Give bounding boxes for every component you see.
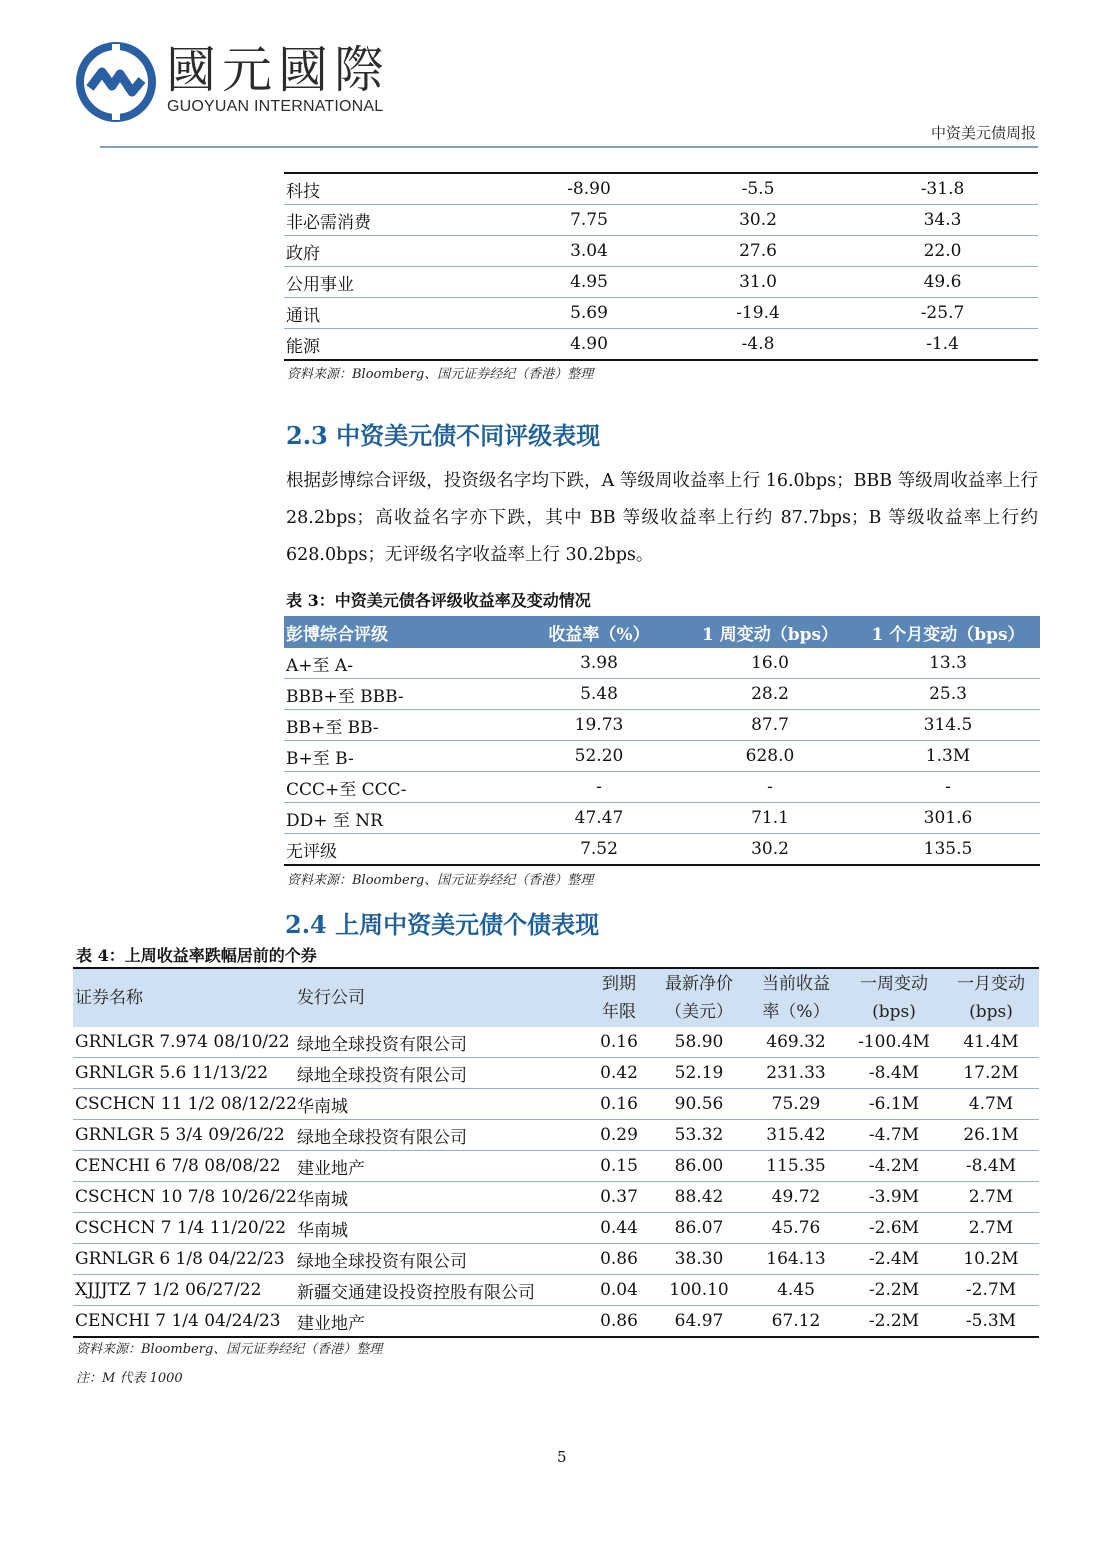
table-cell: 28.2 [684,679,856,710]
table-cell: -4.7M [845,1120,943,1151]
table-cell: 4.7M [943,1089,1039,1120]
table-row [73,1213,1039,1244]
table-row [73,1151,1039,1182]
table-cell: -2.2M [845,1275,943,1306]
table-cell: 新疆交通建设投资控股有限公司 [295,1275,587,1306]
table-cell: 27.6 [669,236,847,267]
table-cell: 25.3 [856,679,1040,710]
table-cell: 3.04 [509,236,669,267]
table-cell: -1.4 [926,334,959,354]
table-cell: 469.32 [747,1027,845,1058]
table-cell: -5.3M [965,1311,1017,1331]
table-cell: 1.3M [856,741,1040,772]
rating-yield-table [284,616,1040,866]
table-cell: 华南城 [295,1182,587,1213]
table-row [73,1275,1039,1306]
table-cell: -8.90 [509,173,669,205]
table-header-cell [295,968,587,1027]
table-cell: 政府 [284,236,509,267]
header-line-2: 年限 [602,1002,636,1022]
table-cell: 建业地产 [295,1151,587,1182]
table-cell: 4.45 [747,1275,845,1306]
header-line-2: (bps) [872,1002,916,1022]
brand-name-english: GUOYUAN INTERNATIONAL [167,98,384,115]
page-number: 5 [557,1448,567,1466]
table-cell: 135.5 [923,839,973,859]
section-heading-2-4: 2.4 上周中资美元债个债表现 [285,910,600,939]
table-cell: GRNLGR 5.6 11/13/22 [73,1058,295,1089]
table-cell: -6.1M [845,1089,943,1120]
table-cell: -2.6M [845,1213,943,1244]
table-cell: 7.52 [580,839,618,859]
table-header-cell: 1 周变动（bps） [684,616,856,648]
table-cell: 115.35 [747,1151,845,1182]
table-cell: 华南城 [295,1213,587,1244]
table-cell: 53.32 [651,1120,747,1151]
table-cell: -8.4M [943,1151,1039,1182]
table-cell: - [684,772,856,803]
table-cell: 301.6 [856,803,1040,834]
table4-note: 注：M 代表 1000 [76,1371,183,1386]
table-row [284,803,1040,834]
table-cell: 47.47 [514,803,684,834]
report-title: 中资美元债周报 [930,124,1036,142]
table-cell: 16.0 [684,648,856,679]
table-cell: 88.42 [651,1182,747,1213]
table-cell: 52.20 [514,741,684,772]
table-cell: 41.4M [943,1027,1039,1058]
table-cell: 628.0 [684,741,856,772]
table-cell: XJJJTZ 7 1/2 06/27/22 [73,1275,295,1306]
table-header-cell [651,968,747,1027]
rating-paragraph: 根据彭博综合评级，投资级名字均下跌，A 等级周收益率上行 16.0bps；BBB 等级周收益率上行 28.2bps；高收益名字亦下跌，其中 BB 等级收益率上行约 87.7bps；B 等级收益率上行约 628.0bps；无评级名字收益率上行 30.2bps。 [286,471,1038,565]
header-line-2: （美元） [665,1002,733,1022]
header-line-1: 最新净价 [665,974,733,994]
table-cell: 13.3 [856,648,1040,679]
table-cell: 5.48 [514,679,684,710]
table-cell: 30.2 [669,205,847,236]
table-row [73,1120,1039,1151]
table-cell: 华南城 [295,1089,587,1120]
guoyuan-logo-icon [76,42,156,122]
table-row [284,648,1040,679]
table-cell: 2.7M [943,1182,1039,1213]
header-line-1: 当前收益 [762,974,830,994]
table-cell: BB+至 BB- [284,710,514,741]
table-cell: 231.33 [747,1058,845,1089]
table-cell: CCC+至 CCC- [284,772,514,803]
table-cell: -2.4M [845,1244,943,1275]
table-cell: 绿地全球投资有限公司 [295,1027,587,1058]
table-cell: -2.7M [943,1275,1039,1306]
table-cell: 86.07 [651,1213,747,1244]
table-cell: -5.5 [669,173,847,205]
table-cell: 100.10 [651,1275,747,1306]
table-cell: 绿地全球投资有限公司 [295,1058,587,1089]
table-row [284,173,1038,205]
table-cell: CENCHI 6 7/8 08/08/22 [73,1151,295,1182]
table-row [73,1306,1039,1338]
table-cell: 164.13 [747,1244,845,1275]
table-cell: 0.86 [587,1244,651,1275]
table-row [73,1182,1039,1213]
table-cell: -4.8 [741,334,775,354]
table-row [284,679,1040,710]
table-cell: 能源 [286,336,320,357]
table-header-cell [747,968,845,1027]
table-cell: 3.98 [514,648,684,679]
table4-source: 资料来源：Bloomberg、国元证券经纪（香港）整理 [76,1342,383,1357]
table-cell: -8.4M [845,1058,943,1089]
table-row [284,236,1038,267]
header-line-2: (bps) [969,1002,1013,1022]
table-header-cell [73,968,295,1027]
table-header-cell [587,968,651,1027]
table-cell: 58.90 [651,1027,747,1058]
table-cell: 19.73 [514,710,684,741]
table-cell: 315.42 [747,1120,845,1151]
table-row [284,298,1038,329]
table-cell: 49.72 [747,1182,845,1213]
table-cell: 26.1M [943,1120,1039,1151]
header-line-2: 率（%） [762,1002,830,1022]
table-cell: A+至 A- [284,648,514,679]
table-row [284,772,1040,803]
sector-yield-table [284,172,1038,361]
table-row [73,1027,1039,1058]
table-header-row [73,968,1039,1027]
table-cell: 公用事业 [284,267,509,298]
table-cell: 30.2 [751,839,789,859]
table-cell: 无评级 [286,841,337,862]
table-cell: -3.9M [845,1182,943,1213]
table-cell: 建业地产 [297,1313,365,1334]
table-cell: 绿地全球投资有限公司 [295,1244,587,1275]
table-cell: 45.76 [747,1213,845,1244]
table-row [284,834,1040,866]
table-row [73,1089,1039,1120]
header-line-1: 一周变动 [860,974,928,994]
table-cell: 非必需消费 [284,205,509,236]
table4-caption: 表 4：上周收益率跌幅居前的个券 [76,946,317,965]
table3-caption: 表 3：中资美元债各评级收益率及变动情况 [286,591,591,610]
table-cell: 87.7 [684,710,856,741]
table-row [284,329,1038,361]
table-cell: 0.16 [587,1089,651,1120]
table-cell: 17.2M [943,1058,1039,1089]
table-cell: CSCHCN 11 1/2 08/12/22 [73,1089,295,1120]
table-cell: 75.29 [747,1089,845,1120]
table-cell: GRNLGR 5 3/4 09/26/22 [73,1120,295,1151]
table-cell: 0.86 [600,1311,638,1331]
table-cell: -19.4 [669,298,847,329]
table-header-cell: 彭博综合评级 [284,616,514,648]
table-cell: 0.16 [587,1027,651,1058]
table-cell: 4.95 [509,267,669,298]
table-cell: 64.97 [674,1311,724,1331]
table-cell: 0.15 [587,1151,651,1182]
header-line-1: 发行公司 [297,988,365,1008]
table-cell: 49.6 [847,267,1038,298]
table-cell: 22.0 [847,236,1038,267]
table-cell: CENCHI 7 1/4 04/24/23 [75,1311,281,1331]
bond-performance-table [73,967,1039,1338]
table-cell: 0.44 [587,1213,651,1244]
header-line-1: 一月变动 [957,974,1025,994]
table-cell: 31.0 [669,267,847,298]
table-cell: 10.2M [943,1244,1039,1275]
table-cell: -100.4M [845,1027,943,1058]
table-cell: 52.19 [651,1058,747,1089]
table-cell: -25.7 [847,298,1038,329]
table-cell: 0.29 [587,1120,651,1151]
table-cell: 2.7M [943,1213,1039,1244]
table-header-cell [943,968,1039,1027]
table-cell: - [856,772,1040,803]
table-cell: 90.56 [651,1089,747,1120]
table-cell: 0.37 [587,1182,651,1213]
table-cell: CSCHCN 7 1/4 11/20/22 [73,1213,295,1244]
table-cell: 5.69 [509,298,669,329]
table-cell: 7.75 [509,205,669,236]
table-cell: 科技 [284,173,509,205]
table-cell: 0.42 [587,1058,651,1089]
table-cell: -31.8 [847,173,1038,205]
table-cell: 绿地全球投资有限公司 [295,1120,587,1151]
table-cell: DD+ 至 NR [284,803,514,834]
table-cell: -4.2M [845,1151,943,1182]
table-row [284,267,1038,298]
table-cell: CSCHCN 10 7/8 10/26/22 [73,1182,295,1213]
table-row [73,1244,1039,1275]
table-row [284,205,1038,236]
table3-source: 资料来源：Bloomberg、国元证券经纪（香港）整理 [287,873,594,888]
header-divider [100,146,1038,148]
table-header-cell: 收益率（%） [514,616,684,648]
table-cell: 4.90 [570,334,608,354]
table-cell: 0.04 [587,1275,651,1306]
table-cell: 314.5 [856,710,1040,741]
table-header-cell [845,968,943,1027]
table-cell: B+至 B- [284,741,514,772]
table-header-cell: 1 个月变动（bps） [856,616,1040,648]
section-heading-2-3: 2.3 中资美元债不同评级表现 [286,421,601,450]
table-cell: BBB+至 BBB- [284,679,514,710]
header-line-1: 到期 [602,974,636,994]
table-cell: - [514,772,684,803]
table-row [284,710,1040,741]
table-header-row [284,616,1040,648]
table-cell: 38.30 [651,1244,747,1275]
table-cell: 86.00 [651,1151,747,1182]
table-row [73,1058,1039,1089]
table-cell: 34.3 [847,205,1038,236]
table-cell: 71.1 [684,803,856,834]
table-cell: 67.12 [771,1311,821,1331]
header-line-1: 证券名称 [75,988,143,1008]
table-cell: 通讯 [284,298,509,329]
brand-name-chinese: 國元國際 [166,41,390,99]
table-row [284,741,1040,772]
table-cell: GRNLGR 6 1/8 04/22/23 [73,1244,295,1275]
table-cell: GRNLGR 7.974 08/10/22 [73,1027,295,1058]
table-cell: -2.2M [868,1311,920,1331]
table2-source: 资料来源：Bloomberg、国元证券经纪（香港）整理 [287,367,594,382]
